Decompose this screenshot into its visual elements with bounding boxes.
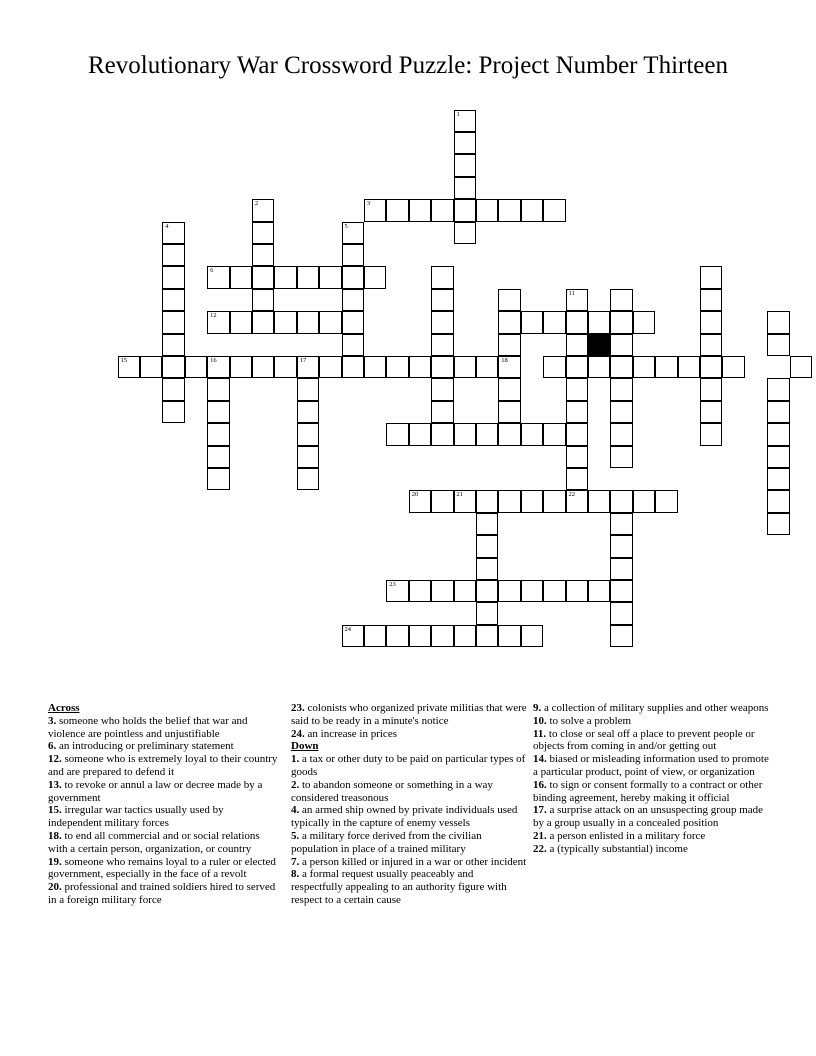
crossword-cell[interactable] [319, 356, 342, 379]
clue-text: an introducing or preliminary statement [56, 740, 234, 753]
crossword-cell[interactable] [767, 490, 790, 513]
down-heading: Down [291, 740, 319, 753]
crossword-cell[interactable] [297, 468, 320, 491]
down-clue [533, 702, 773, 715]
clue-number-label: 7. [291, 855, 300, 868]
crossword-cell[interactable] [566, 356, 589, 379]
crossword-cell[interactable] [454, 154, 477, 177]
crossword-cell[interactable] [498, 401, 521, 424]
across-clue [48, 830, 280, 856]
crossword-cell[interactable] [476, 356, 499, 379]
down-clue [533, 728, 773, 754]
crossword-cell[interactable] [610, 558, 633, 581]
crossword-cell[interactable] [274, 356, 297, 379]
crossword-cell[interactable] [498, 490, 521, 513]
crossword-cell[interactable] [566, 401, 589, 424]
crossword-cell[interactable] [566, 580, 589, 603]
clue-number: 6 [210, 267, 214, 275]
crossword-cell[interactable] [476, 625, 499, 648]
crossword-cell[interactable] [364, 199, 387, 222]
crossword-cell[interactable] [252, 199, 275, 222]
crossword-cell[interactable] [207, 311, 230, 334]
crossword-cell[interactable] [409, 490, 432, 513]
crossword-cell[interactable] [431, 266, 454, 289]
crossword-cell[interactable] [498, 356, 521, 379]
crossword-cell[interactable] [454, 177, 477, 200]
page-title: Revolutionary War Crossword Puzzle: Project Number Thirteen [88, 52, 728, 79]
clue-number-label: 12. [48, 753, 62, 766]
crossword-cell[interactable] [610, 513, 633, 536]
crossword-cell[interactable] [610, 356, 633, 379]
crossword-cell[interactable] [700, 401, 723, 424]
crossword-cell[interactable] [162, 334, 185, 357]
crossword-cell[interactable] [588, 580, 611, 603]
crossword-cell[interactable] [274, 311, 297, 334]
crossword-cell[interactable] [342, 334, 365, 357]
crossword-cell[interactable] [610, 401, 633, 424]
crossword-cell[interactable] [230, 356, 253, 379]
across-heading: Across [48, 702, 80, 714]
down-clue [291, 753, 527, 779]
clue-text: someone who remains loyal to a ruler or elected government, especially in the face of a revolt [48, 855, 276, 881]
crossword-cell[interactable] [207, 401, 230, 424]
crossword-cell[interactable] [252, 266, 275, 289]
crossword-cell[interactable] [409, 199, 432, 222]
crossword-cell[interactable] [431, 334, 454, 357]
crossword-cell[interactable] [543, 423, 566, 446]
clue-number: 2 [254, 200, 259, 208]
crossword-cell[interactable] [521, 423, 544, 446]
clues-column-2 [291, 702, 527, 907]
crossword-cell[interactable] [498, 334, 521, 357]
crossword-cell[interactable] [342, 222, 365, 245]
crossword-cell[interactable] [185, 356, 208, 379]
crossword-cell[interactable] [252, 356, 275, 379]
crossword-cell[interactable] [319, 311, 342, 334]
crossword-cell[interactable] [342, 356, 365, 379]
crossword-cell[interactable] [297, 266, 320, 289]
crossword-cell[interactable] [767, 513, 790, 536]
clue-text: a military force derived from the civilian population in place of a trained military [291, 829, 482, 855]
crossword-cell[interactable] [162, 244, 185, 267]
clue-text: someone who holds the belief that war and violence are pointless and unjustifiable [48, 714, 248, 740]
clue-number-label: 13. [48, 778, 62, 791]
clue-number: 24 [344, 625, 351, 633]
crossword-cell[interactable] [566, 289, 589, 312]
clue-text: professional and trained soldiers hired to served in a foreign military force [48, 881, 276, 906]
crossword-cell[interactable] [476, 490, 499, 513]
crossword-cell[interactable] [431, 490, 454, 513]
crossword-cell[interactable] [588, 356, 611, 379]
clue-number-label: 17. [533, 804, 547, 817]
crossword-cell[interactable] [162, 266, 185, 289]
crossword-cell[interactable] [431, 311, 454, 334]
clue-text: to end all commercial and or social relations with a certain person, organization, or country [48, 829, 260, 855]
clue-number: 1 [456, 110, 460, 118]
across-clue [48, 779, 280, 805]
crossword-cell[interactable] [498, 199, 521, 222]
crossword-cell[interactable] [610, 580, 633, 603]
crossword-cell[interactable] [252, 222, 275, 245]
crossword-cell[interactable] [230, 266, 253, 289]
crossword-cell[interactable] [790, 356, 813, 379]
crossword-cell[interactable] [767, 334, 790, 357]
crossword-cell[interactable] [767, 378, 790, 401]
crossword-cell[interactable] [521, 311, 544, 334]
down-clue [291, 779, 527, 805]
crossword-cell[interactable] [297, 423, 320, 446]
clue-number: 17 [299, 356, 307, 364]
crossword-cell[interactable] [252, 289, 275, 312]
clue-number: 16 [210, 356, 217, 364]
crossword-cell[interactable] [498, 289, 521, 312]
clue-text: colonists who organized private militias that were said to be ready in a minute's notice [291, 702, 527, 727]
crossword-cell[interactable] [700, 266, 723, 289]
crossword-cell[interactable] [297, 378, 320, 401]
crossword-cell[interactable] [409, 580, 432, 603]
clue-text: a surprise attack on an unsuspecting group made by a group usually in a concealed position [533, 804, 764, 830]
clue-number: 21 [456, 491, 463, 499]
crossword-cell[interactable] [588, 490, 611, 513]
crossword-cell[interactable] [498, 311, 521, 334]
crossword-cell[interactable] [364, 356, 387, 379]
clue-text: a person enlisted in a military force [546, 829, 706, 842]
crossword-cell[interactable] [386, 625, 409, 648]
clue-text: a person killed or injured in a war or other incident [299, 855, 527, 868]
crossword-cell[interactable] [454, 423, 477, 446]
crossword-cell[interactable] [700, 378, 723, 401]
clue-number: 4 [165, 222, 169, 230]
crossword-cell[interactable] [566, 311, 589, 334]
clue-text: a tax or other duty to be paid on particular types of goods [291, 753, 526, 778]
crossword-cell[interactable] [610, 423, 633, 446]
crossword-cell[interactable] [610, 535, 633, 558]
clue-number: 15 [120, 356, 127, 364]
clue-number: 5 [344, 222, 348, 230]
crossword-cell[interactable] [566, 423, 589, 446]
crossword-cell[interactable] [610, 334, 633, 357]
clue-number-label: 23. [291, 702, 305, 714]
clue-number: 3 [366, 200, 371, 208]
crossword-cell[interactable] [566, 446, 589, 469]
down-clue [291, 830, 527, 856]
crossword-cell[interactable] [162, 401, 185, 424]
crossword-cell[interactable] [700, 356, 723, 379]
clue-number-label: 5. [291, 829, 300, 842]
crossword-cell[interactable] [767, 468, 790, 491]
crossword-cell[interactable] [521, 580, 544, 603]
clue-text: a formal request usually peaceably and respectfully appealing to an authority figure with respect to a certain cause [291, 868, 507, 906]
crossword-cell[interactable] [207, 356, 230, 379]
crossword-cell[interactable] [207, 446, 230, 469]
crossword-cell[interactable] [342, 244, 365, 267]
crossword-cell[interactable] [431, 378, 454, 401]
clue-text: a (typically substantial) income [546, 842, 688, 855]
clue-text: a collection of military supplies and other weapons [541, 702, 769, 714]
crossword-cell[interactable] [610, 490, 633, 513]
crossword-cell[interactable] [207, 378, 230, 401]
clue-number: 20 [411, 491, 419, 499]
down-clue [533, 804, 773, 830]
clue-number: 12 [210, 312, 217, 320]
clue-number-label: 14. [533, 753, 547, 766]
crossword-cell[interactable] [386, 199, 409, 222]
crossword-cell[interactable] [610, 625, 633, 648]
crossword-cell[interactable] [454, 580, 477, 603]
crossword-cell[interactable] [476, 580, 499, 603]
across-clue [48, 856, 280, 882]
crossword-cell[interactable] [297, 311, 320, 334]
crossword-cell[interactable] [431, 580, 454, 603]
crossword-cell[interactable] [342, 266, 365, 289]
crossword-cell[interactable] [431, 423, 454, 446]
crossword-cell[interactable] [521, 199, 544, 222]
crossword-cell[interactable] [252, 244, 275, 267]
clue-text: an increase in prices [304, 727, 397, 740]
crossword-cell[interactable] [700, 289, 723, 312]
clue-text: to sign or consent formally to a contract or other binding agreement, hereby making it official [533, 778, 763, 804]
crossword-cell[interactable] [454, 132, 477, 155]
clue-text: to solve a problem [546, 714, 632, 727]
crossword-cell[interactable] [566, 378, 589, 401]
down-clue [291, 868, 527, 906]
crossword-cell[interactable] [140, 356, 163, 379]
crossword-cell[interactable] [543, 311, 566, 334]
clue-number: 23 [389, 580, 396, 588]
clue-number: 18 [501, 356, 508, 364]
crossword-cell[interactable] [409, 356, 432, 379]
clue-number-label: 2. [291, 778, 300, 791]
crossword-cell[interactable] [386, 423, 409, 446]
crossword-cell[interactable] [476, 558, 499, 581]
crossword-cell[interactable] [454, 110, 477, 133]
crossword-cell[interactable] [364, 266, 387, 289]
crossword-cell[interactable] [498, 580, 521, 603]
crossword-cell[interactable] [230, 311, 253, 334]
crossword-cell[interactable] [655, 490, 678, 513]
across-clue [48, 740, 280, 753]
clues-column-1 [48, 702, 280, 907]
clue-number: 22 [568, 491, 575, 499]
clue-text: to revoke or annul a law or decree made by a government [48, 778, 263, 804]
crossword-cell[interactable] [588, 311, 611, 334]
clue-text: an armed ship owned by private individuals used typically in the capture of enemy vessels [291, 804, 518, 830]
crossword-cell[interactable] [700, 423, 723, 446]
clue-number-label: 22. [533, 842, 547, 855]
clue-number-label: 8. [291, 868, 300, 881]
clue-text: biased or misleading information used to promote a particular product, point of view, or organization [533, 753, 769, 778]
crossword-cell[interactable] [767, 401, 790, 424]
crossword-cell[interactable] [431, 356, 454, 379]
crossword-cell[interactable] [207, 423, 230, 446]
clue-number-label: 19. [48, 855, 62, 868]
crossword-cell[interactable] [297, 356, 320, 379]
clue-number-label: 10. [533, 714, 547, 727]
crossword-cell[interactable] [431, 199, 454, 222]
crossword-cell[interactable] [386, 580, 409, 603]
across-clue [48, 804, 280, 830]
crossword-cell[interactable] [297, 401, 320, 424]
crossword-cell[interactable] [162, 378, 185, 401]
crossword-cell[interactable] [722, 356, 745, 379]
across-clue [48, 715, 280, 741]
crossword-cell[interactable] [543, 580, 566, 603]
clue-number-label: 16. [533, 778, 547, 791]
crossword-cell[interactable] [610, 602, 633, 625]
crossword-cell[interactable] [162, 311, 185, 334]
crossword-cell[interactable] [700, 334, 723, 357]
across-clue [48, 881, 280, 907]
crossword-cell[interactable] [521, 490, 544, 513]
crossword-cell[interactable] [342, 625, 365, 648]
across-clue [291, 702, 527, 728]
clue-number-label: 18. [48, 829, 62, 842]
crossword-cell[interactable] [767, 423, 790, 446]
crossword-cell[interactable] [342, 311, 365, 334]
crossword-cell[interactable] [700, 311, 723, 334]
clue-number: 11 [568, 289, 575, 297]
down-clue [291, 856, 527, 869]
crossword-cell[interactable] [543, 356, 566, 379]
crossword-cell[interactable] [364, 625, 387, 648]
down-clue [533, 715, 773, 728]
clue-text: irregular war tactics usually used by independent military forces [48, 804, 224, 830]
crossword-cell[interactable] [543, 490, 566, 513]
crossword-cell[interactable] [566, 490, 589, 513]
crossword-cell[interactable] [476, 513, 499, 536]
crossword-cell[interactable] [498, 625, 521, 648]
down-clue [533, 753, 773, 779]
clue-number-label: 4. [291, 804, 300, 817]
clue-number-label: 11. [533, 727, 547, 740]
crossword-cell[interactable] [162, 289, 185, 312]
crossword-cell[interactable] [767, 311, 790, 334]
crossword-cell[interactable] [409, 625, 432, 648]
crossword-cell[interactable] [431, 289, 454, 312]
crossword-cell[interactable] [162, 356, 185, 379]
down-clue [291, 804, 527, 830]
clue-number-label: 24. [291, 727, 305, 740]
crossword-cell[interactable] [409, 423, 432, 446]
crossword-cell[interactable] [319, 266, 342, 289]
crossword-cell[interactable] [476, 535, 499, 558]
crossword-cell[interactable] [476, 199, 499, 222]
crossword-cell[interactable] [633, 356, 656, 379]
crossword-cell[interactable] [655, 356, 678, 379]
clue-number-label: 3. [48, 714, 57, 727]
crossword-cell[interactable] [610, 378, 633, 401]
crossword-cell[interactable] [476, 602, 499, 625]
clue-number-label: 6. [48, 740, 57, 753]
clue-text: someone who is extremely loyal to their country and are prepared to defend it [48, 753, 278, 778]
crossword-cell[interactable] [454, 490, 477, 513]
clue-text: to close or seal off a place to prevent people or objects from coming in and/or getting out [533, 727, 755, 753]
crossword-cell[interactable] [252, 311, 275, 334]
crossword-cell[interactable] [454, 222, 477, 245]
crossword-cell[interactable] [498, 378, 521, 401]
crossword-cell[interactable] [274, 266, 297, 289]
clue-text: to abandon someone or something in a way considered treasonous [291, 778, 493, 804]
across-clue [48, 753, 280, 779]
clue-number-label: 15. [48, 804, 62, 817]
crossword-cell[interactable] [498, 423, 521, 446]
crossword-cell[interactable] [118, 356, 141, 379]
crossword-cell[interactable] [207, 468, 230, 491]
down-clue [533, 779, 773, 805]
crossword-cell[interactable] [454, 625, 477, 648]
down-clue [533, 830, 773, 843]
crossword-cell[interactable] [207, 266, 230, 289]
crossword-cell[interactable] [610, 446, 633, 469]
crossword-cell[interactable] [476, 423, 499, 446]
clue-number-label: 21. [533, 829, 547, 842]
down-clue [533, 843, 773, 856]
crossword-cell[interactable] [521, 625, 544, 648]
crossword-cell[interactable] [566, 468, 589, 491]
across-clue [291, 728, 527, 741]
crossword-cell[interactable] [678, 356, 701, 379]
crossword-cell[interactable] [297, 446, 320, 469]
crossword-cell[interactable] [454, 199, 477, 222]
crossword-cell[interactable] [610, 289, 633, 312]
crossword-cell[interactable] [386, 356, 409, 379]
crossword-cell[interactable] [610, 311, 633, 334]
clue-number-label: 20. [48, 881, 62, 894]
crossword-cell[interactable] [543, 199, 566, 222]
clue-number-label: 9. [533, 702, 542, 714]
clues-column-3 [533, 702, 773, 856]
crossword-cell[interactable] [454, 356, 477, 379]
crossword-cell[interactable] [431, 625, 454, 648]
crossword-cell[interactable] [633, 311, 656, 334]
crossword-cell[interactable] [767, 446, 790, 469]
crossword-cell[interactable] [431, 401, 454, 424]
crossword-cell[interactable] [342, 289, 365, 312]
black-cell [588, 334, 611, 357]
crossword-cell[interactable] [566, 334, 589, 357]
clue-number-label: 1. [291, 753, 300, 766]
crossword-cell[interactable] [633, 490, 656, 513]
crossword-cell[interactable] [162, 222, 185, 245]
